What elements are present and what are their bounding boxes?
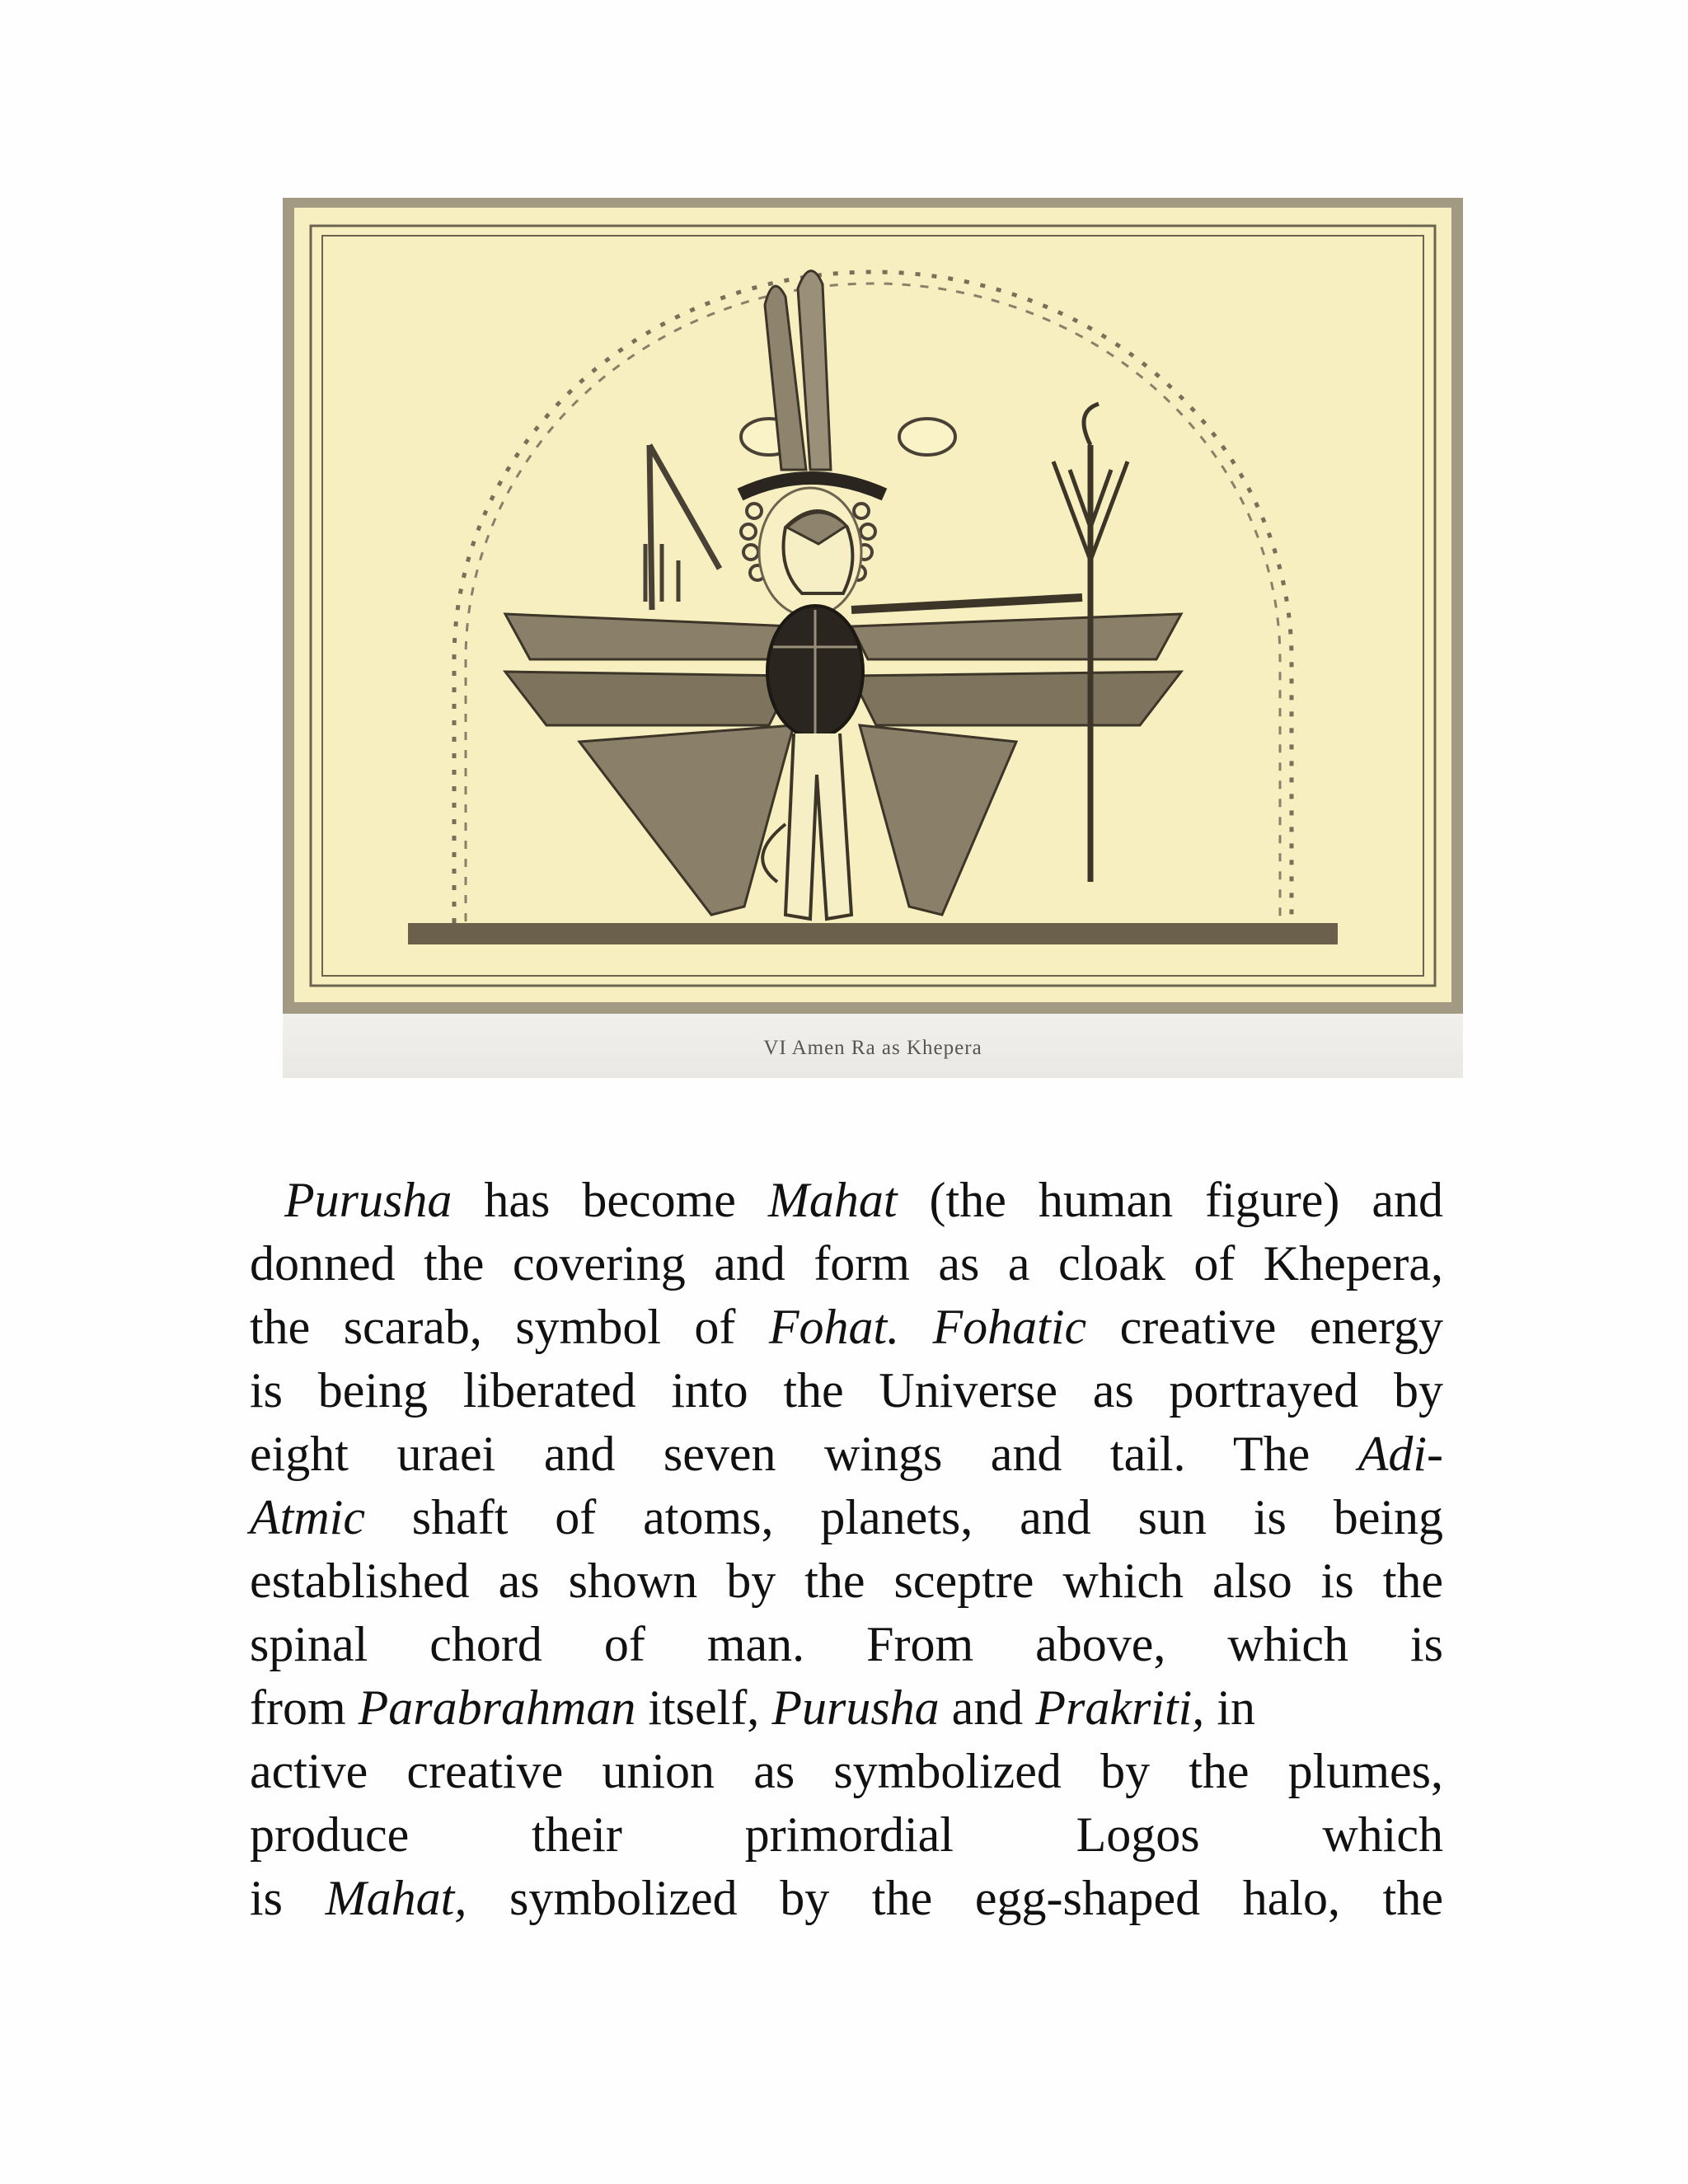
text-line: [250, 1359, 1443, 1422]
text-run: from: [250, 1680, 359, 1735]
wing-left-middle: [505, 672, 794, 725]
text-run: Parabrahman: [358, 1680, 636, 1735]
text-run: produce their primordial Logos which: [250, 1807, 1443, 1862]
text-line: [250, 1867, 1443, 1930]
text-run: Atmic: [250, 1490, 365, 1544]
sun-disc-right: [899, 419, 955, 455]
text-run: is being liberated into the Universe as portrayed by: [250, 1363, 1443, 1418]
text-line: [250, 1296, 1443, 1359]
text-line: [250, 1422, 1443, 1486]
text-run: shaft of atoms, planets, and sun is being: [364, 1490, 1443, 1544]
figure: [283, 198, 1463, 1078]
legs: [785, 733, 851, 919]
text-run: Purusha: [771, 1680, 940, 1735]
tail: [762, 824, 785, 882]
text-line: [250, 1740, 1443, 1803]
wing-left-lower: [579, 725, 794, 915]
text-run: Mahat: [767, 1173, 898, 1227]
text-run: symbolized by the egg-shaped halo, the: [467, 1871, 1443, 1925]
wing-right-lower: [860, 725, 1016, 915]
text-line: [250, 1676, 1443, 1740]
text-run: is: [250, 1871, 326, 1925]
text-line: [250, 1169, 1443, 1232]
text-run: has become: [452, 1173, 768, 1227]
text-run: Adi-: [1357, 1427, 1443, 1481]
amen-ra-khepera-illustration: [283, 198, 1463, 1014]
wing-right-middle: [851, 672, 1181, 725]
arm: [851, 598, 1082, 610]
text-line: [250, 1549, 1443, 1613]
text-run: (the human figure) and: [897, 1173, 1443, 1227]
figure-caption: VI Amen Ra as Khepera: [763, 1037, 982, 1059]
text-line: [250, 1232, 1443, 1296]
text-run: donned the covering and form as a cloak of Khepera,: [250, 1236, 1443, 1291]
text-run: active creative union as symbolized by the plumes,: [250, 1744, 1443, 1798]
text-run: Prakriti,: [1035, 1680, 1205, 1735]
text-run: the scarab, symbol of: [250, 1300, 769, 1354]
text-run: in: [1204, 1680, 1255, 1735]
wing-left-upper: [505, 614, 794, 659]
text-run: spinal chord of man. From above, which is: [250, 1617, 1443, 1671]
wing-right-upper: [851, 614, 1181, 659]
text-line: [250, 1486, 1443, 1549]
text-run: Fohat. Fohatic: [768, 1300, 1087, 1354]
body-paragraph: [250, 1169, 1443, 1930]
text-run: itself,: [635, 1680, 772, 1735]
illustration-plate: [283, 198, 1463, 1014]
text-run: and: [939, 1680, 1036, 1735]
text-run: creative energy: [1086, 1300, 1443, 1354]
caption-strip: [283, 1014, 1463, 1078]
text-line: [250, 1613, 1443, 1676]
sceptre-uraeus: [1084, 404, 1099, 445]
text-line: [250, 1803, 1443, 1867]
text-run: Purusha: [284, 1173, 452, 1227]
text-run: eight uraei and seven wings and tail. The: [250, 1427, 1358, 1481]
text-run: established as shown by the sceptre which also is the: [250, 1554, 1443, 1608]
text-run: Mahat,: [325, 1871, 467, 1925]
base-platform: [408, 923, 1338, 944]
